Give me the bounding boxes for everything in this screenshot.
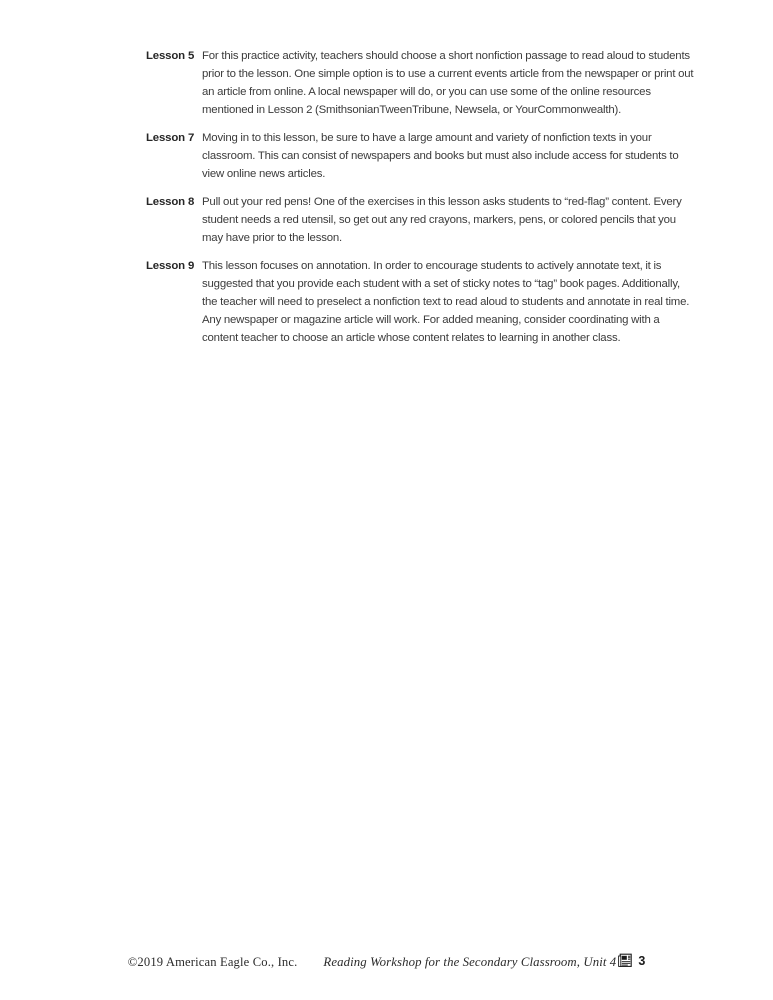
footer-book-title: Reading Workshop for the Secondary Classroom, Unit 4: [323, 954, 617, 969]
list-item: [146, 129, 694, 183]
lessons-list: [146, 47, 694, 357]
lesson-label: Lesson 9: [146, 260, 195, 272]
list-item: [146, 193, 694, 247]
lesson-label: Lesson 5: [146, 50, 195, 62]
list-item: [146, 47, 694, 119]
lesson-label: Lesson 8: [146, 196, 195, 208]
footer-content: [128, 951, 646, 970]
page-number: 3: [638, 953, 646, 968]
lesson-body-text: Pull out your red pens! One of the exercises in this lesson asks students to “red-flag” content. Every student needs a red utensil, so get out any red crayons, markers, pens, or colored pencils that you may have prior to the lesson.: [202, 196, 682, 244]
newspaper-icon: [618, 953, 633, 968]
lesson-body-text: Moving in to this lesson, be sure to have a large amount and variety of nonfiction texts in your classroom. This can consist of newspapers and books but must also include access for students to view online news articles.: [202, 132, 679, 180]
list-item: [146, 257, 694, 347]
lesson-label: Lesson 7: [146, 132, 195, 144]
lesson-body-text: For this practice activity, teachers should choose a short nonfiction passage to read aloud to students prior to the lesson. One simple option is to use a current events article from the newspaper or print out an article from online. A local newspaper will do, or you can use some of the online resources mentioned in Lesson 2 (SmithsonianTweenTribune, Newsela, or YourCommonwealth).: [202, 50, 694, 116]
lesson-body-text: This lesson focuses on annotation. In order to encourage students to actively annotate text, it is suggested that you provide each student with a set of sticky notes to “tag” book pages. Additionally, the teacher will need to preselect a nonfiction text to read aloud to students and annotate in real time. Any newspaper or magazine article will work. For added meaning, consider coordinating with a content teacher to choose an article whose content relates to learning in another class.: [202, 260, 690, 344]
page-footer: [0, 947, 773, 973]
copyright-text: ©2019 American Eagle Co., Inc.: [127, 954, 298, 969]
